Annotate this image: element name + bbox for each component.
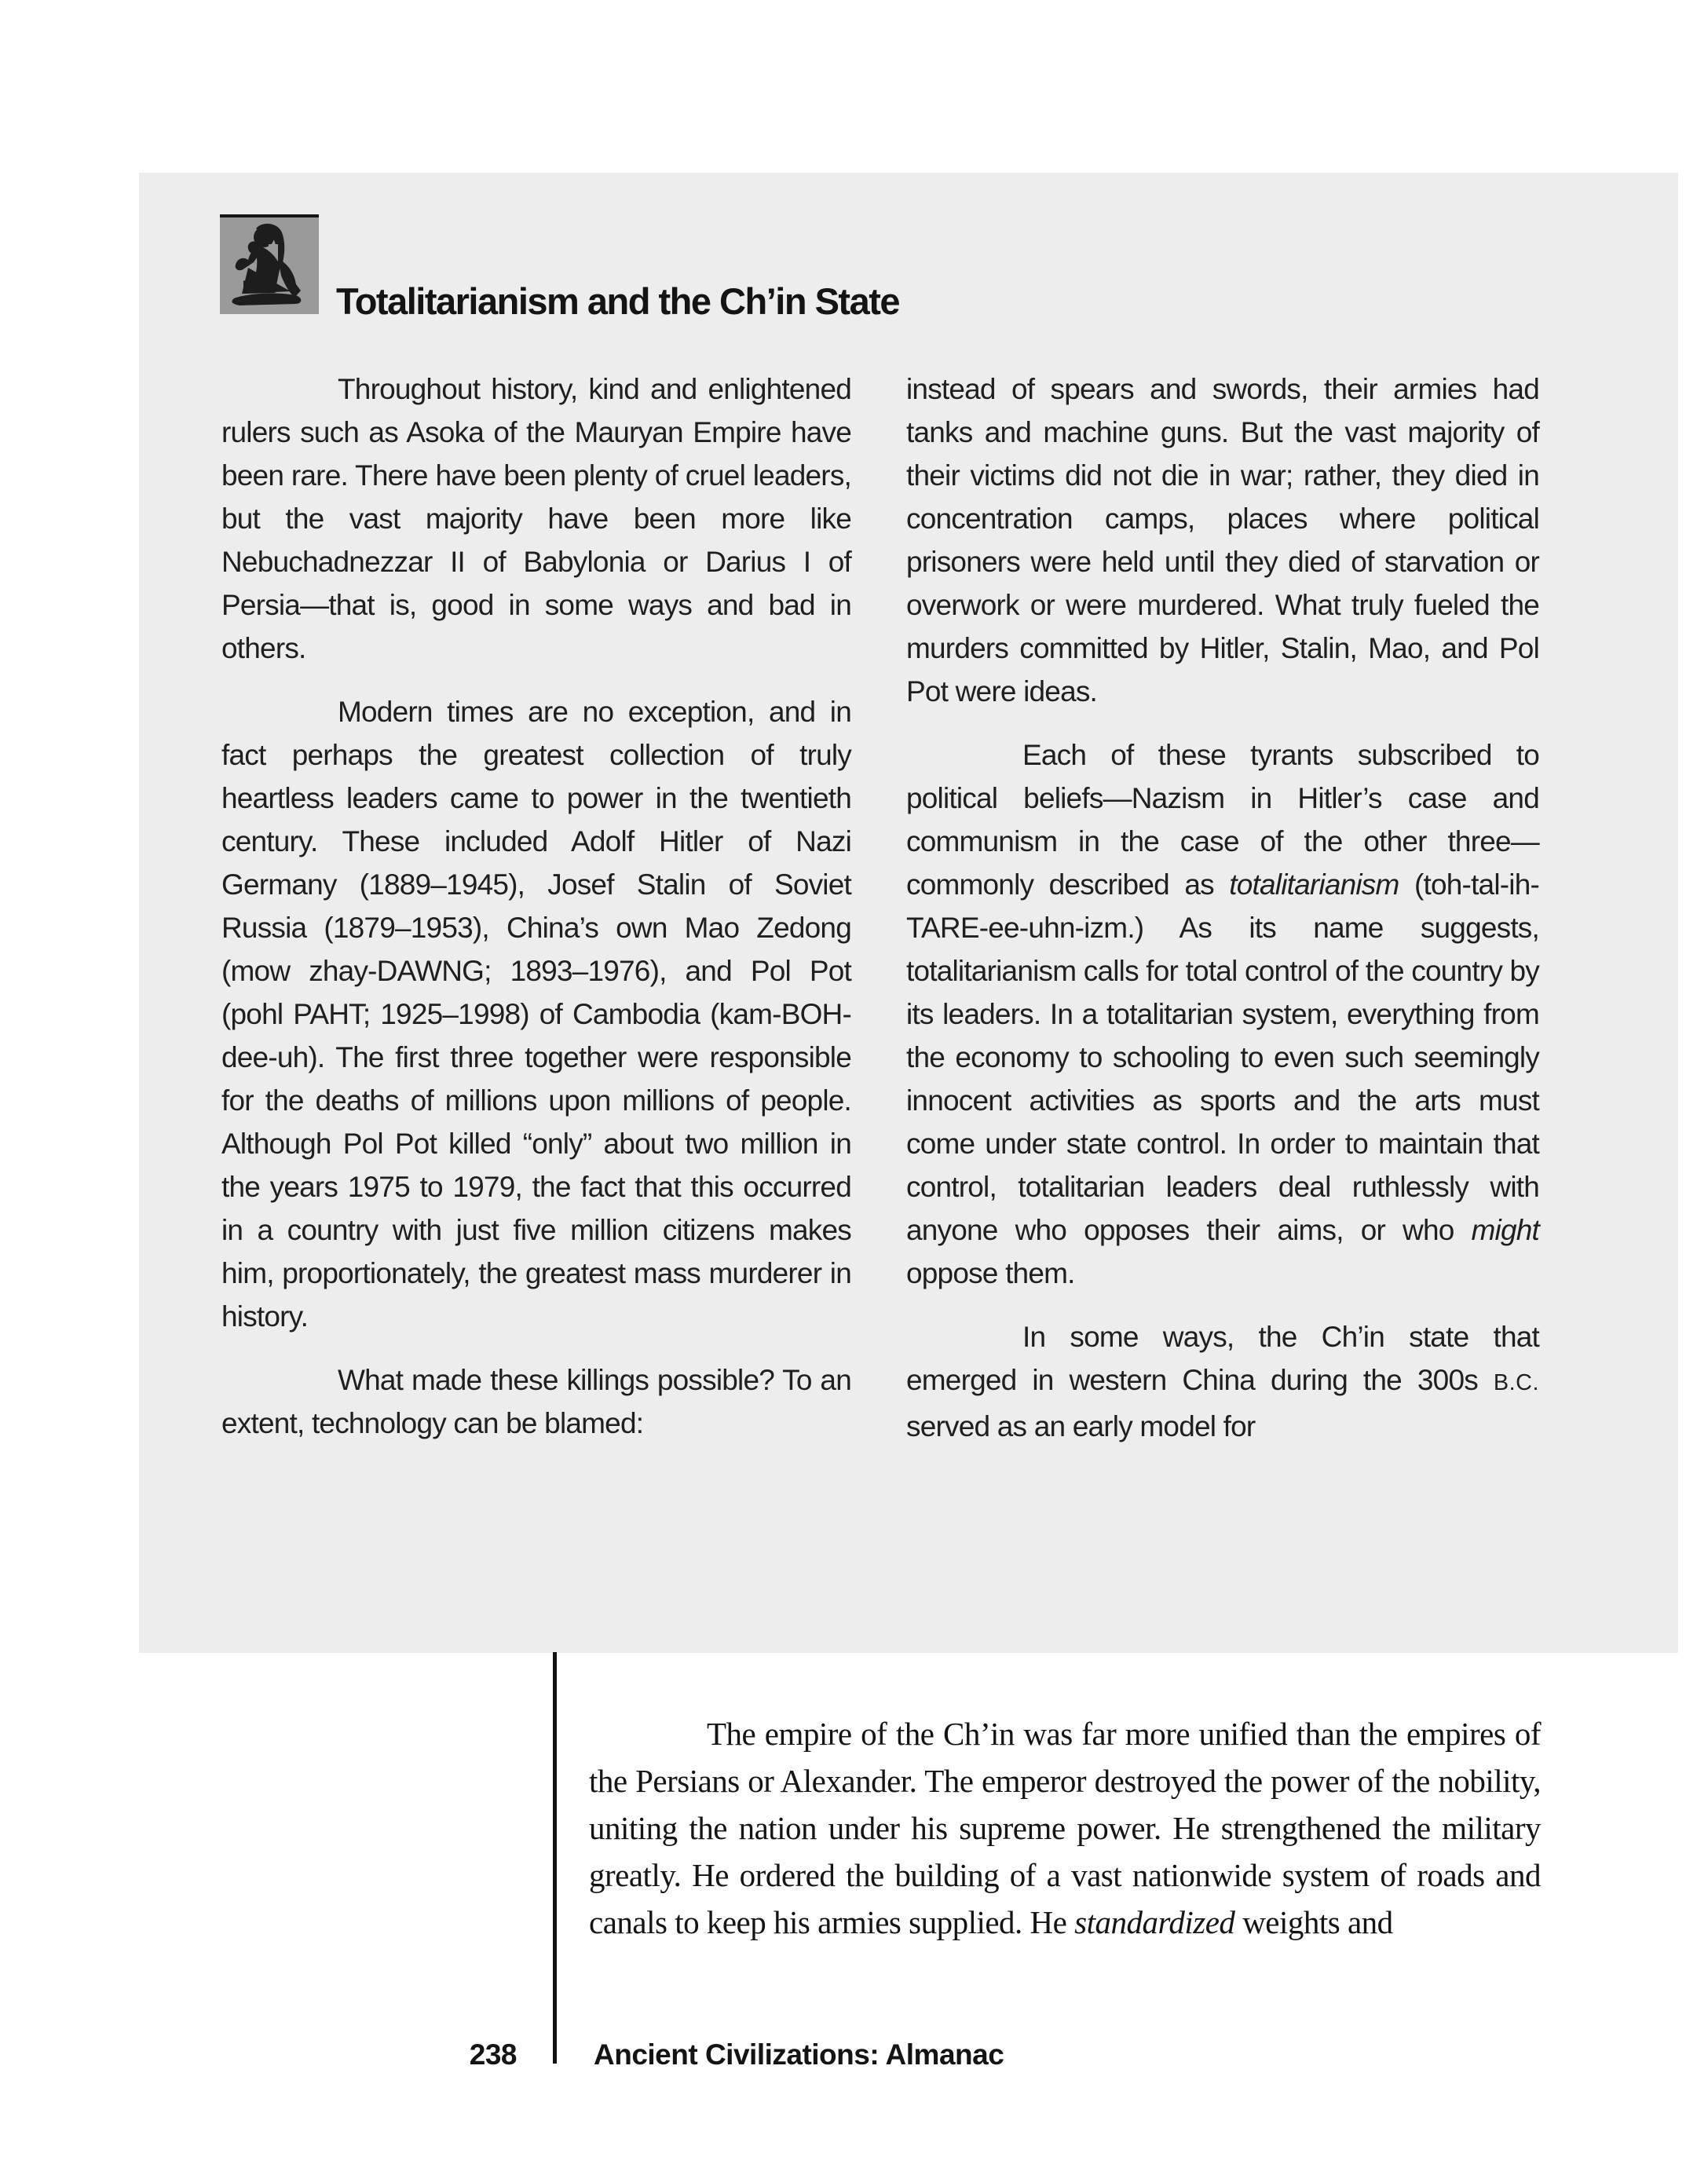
paragraph (906, 1315, 1539, 1448)
text-run: (toh-tal-ih-TARE-ee-uhn-izm.) As its name suggests, totalitarianism calls for total control of the country by its leaders. In a totalitarian system, everything from the economy to schooling to even such seemingly innocent activities as sports and the arts must come under state control. In order to maintain that control, totalitarian leaders deal ruthlessly with anyone who opposes their aims, or who (906, 868, 1539, 1246)
text-run: oppose them. (906, 1257, 1075, 1289)
page-number: 238 (469, 2038, 517, 2071)
sidebar-note (589, 1710, 1541, 1946)
paragraph (589, 1710, 1541, 1946)
paragraph (906, 367, 1539, 713)
article-title: Totalitarianism and the Ch’in State (336, 280, 900, 322)
text-run: Throughout history, kind and enlightened rulers such as Asoka of the Mauryan Empire have been rare. There have been plenty of cruel leaders, but the vast majority have been more like Nebuchadnezzar II of Babylonia or Darius I of Persia—that is, good in some ways and bad in others. (221, 373, 851, 664)
text-run: In some ways, the Ch’in state that emerged in western China during the 300s (906, 1321, 1539, 1396)
seated-scribe-icon (220, 214, 319, 314)
book-title: Ancient Civilizations: Almanac (594, 2038, 1004, 2071)
paragraph (906, 733, 1539, 1295)
seated-scribe-glyph (220, 218, 319, 314)
paragraph (221, 367, 851, 670)
text-run: Each of these tyrants subscribed to political beliefs—Nazism in Hitler’s case and communism in the case of the other three—commonly described as (906, 739, 1539, 901)
text-run: The empire of the Ch’in was far more unified than the empires of the Persians or Alexander. The emperor destroyed the power of the nobility, uniting the nation under his supreme power. He strengthened the military greatly. He ordered the building of a vast nationwide system of roads and canals to keep his armies supplied. He (589, 1716, 1541, 1940)
paragraph (221, 690, 851, 1338)
text-columns (221, 367, 1539, 1448)
paragraph (221, 1358, 851, 1445)
text-run: instead of spears and swords, their armies had tanks and machine guns. But the vast majority of their victims did not die in war; rather, they died in concentration camps, places where political prisoners were held until they died of starvation or overwork or were murdered. What truly fueled the murders committed by Hitler, Stalin, Mao, and Pol Pot were ideas. (906, 373, 1539, 707)
smallcaps-text-run: B.C. (1493, 1370, 1539, 1395)
right-column (906, 367, 1539, 1448)
italic-text-run: totalitarianism (1229, 868, 1399, 901)
text-run: served as an early model for (906, 1410, 1256, 1442)
left-column (221, 367, 851, 1448)
text-run: Modern times are no exception, and in fact perhaps the greatest collection of truly heartless leaders came to power in the twentieth century. These included Adolf Hitler of Nazi Germany (1889–1945), Josef Stalin of Soviet Russia (1879–1953), China’s own Mao Zedong (mow zhay-DAWNG; 1893–1976), and Pol Pot (pohl PAHT; 1925–1998) of Cambodia (kam-BOH-dee-uh). The first three together were responsible for the deaths of millions upon millions of people. Although Pol Pot killed “only” about two million in the years 1975 to 1979, the fact that this occurred in a country with just five million citizens makes him, proportionately, the greatest mass murderer in history. (221, 696, 851, 1333)
text-run: weights and (1234, 1904, 1393, 1940)
text-run: What made these killings possible? To an extent, technology can be blamed: (221, 1364, 851, 1439)
vertical-divider-rule (553, 1652, 557, 2064)
italic-text-run: might (1471, 1214, 1539, 1246)
italic-text-run: standardized (1074, 1904, 1235, 1940)
